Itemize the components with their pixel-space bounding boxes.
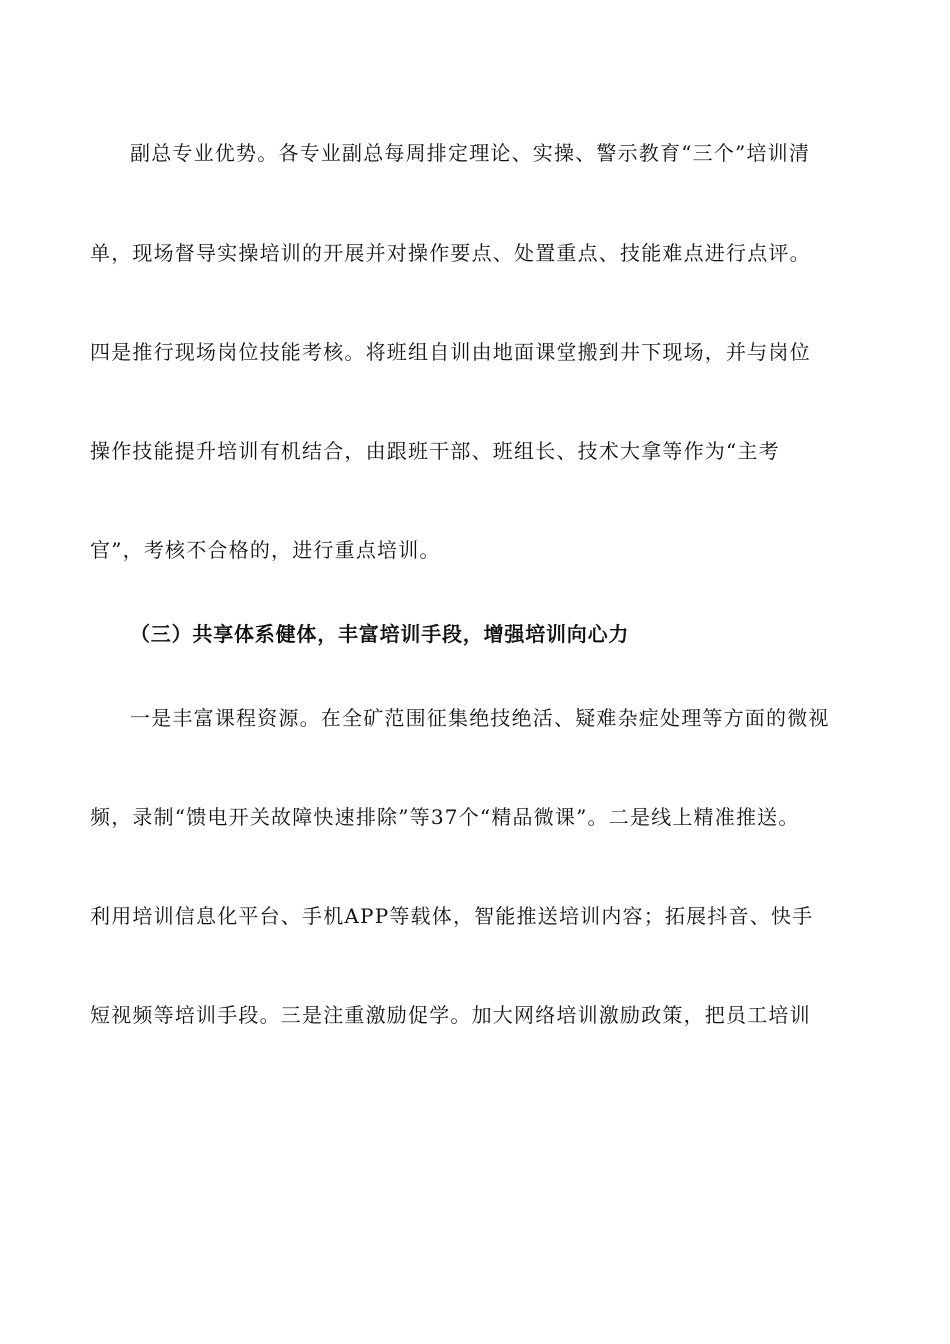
paragraph-line: 官”，考核不合格的，进行重点培训。	[90, 538, 441, 562]
paragraph-line: 利用培训信息化平台、手机APP等载体，智能推送培训内容；拓展抖音、快手	[90, 904, 814, 928]
paragraph-line: 短视频等培训手段。三是注重激励促学。加大网络培训激励政策，把员工培训	[90, 1003, 811, 1027]
paragraph-line: 副总专业优势。各专业副总每周排定理论、实操、警示教育“三个”培训清	[130, 141, 811, 165]
paragraph-line: 单，现场督导实操培训的开展并对操作要点、处置重点、技能难点进行点评。	[90, 241, 811, 265]
paragraph-line: 频，录制“馈电开关故障快速排除”等37个“精品微课”。二是线上精准推送。	[90, 805, 800, 829]
section-heading: （三）共享体系健体，丰富培训手段，增强培训向心力	[130, 622, 630, 646]
paragraph-line: 操作技能提升培训有机结合，由跟班干部、班组长、技术大拿等作为“主考	[90, 439, 780, 463]
paragraph-line: 一是丰富课程资源。在全矿范围征集绝技绝活、疑难杂症处理等方面的微视	[130, 706, 830, 730]
paragraph-line: 四是推行现场岗位技能考核。将班组自训由地面课堂搬到井下现场，并与岗位	[90, 340, 811, 364]
